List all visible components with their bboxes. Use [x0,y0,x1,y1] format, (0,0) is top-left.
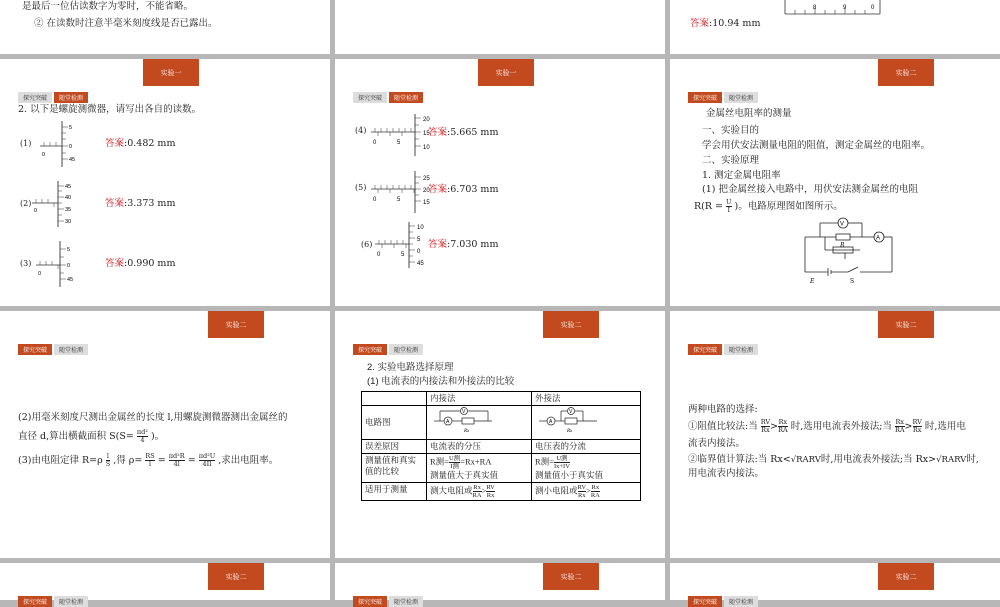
voltmeter-symbol: V [840,221,845,228]
row-label: 适用于测量 [362,483,427,501]
denominator: 4 [140,436,145,444]
table-cell [532,483,641,501]
answer [428,126,498,140]
nav-tabs [18,344,90,355]
thimble-tick: 30 [65,219,72,225]
denominator: RA [472,492,482,499]
formula-fraction [137,429,148,444]
slide-12 [670,563,1000,606]
heading: 一、实验目的 [702,125,760,136]
answer-label: 答案 [428,184,448,195]
formula-line [18,429,164,444]
main-tick: 0 [377,252,381,258]
heading: 二、实验原理 [702,155,760,166]
formula-line [688,419,966,434]
thimble-tick: 5 [67,247,71,253]
table-cell [427,454,532,483]
section-tab: 实验二 [878,59,934,86]
slide-1 [0,0,330,54]
usage-text: 测小电阻或 [535,485,578,496]
section-tab: 实验一 [478,59,534,86]
formula-text: 时,用电流表外接法;当 Rx> [820,454,937,465]
usage-text: 测大电阻或 [430,485,473,496]
formula-text: (3)由电阻定律 R=ρ [18,455,103,466]
table-header: 内接法 [427,392,532,406]
answer [428,238,498,252]
formula-fraction [761,419,770,434]
answer-value: :5.665 mm [447,127,499,138]
answer-label: 答案 [105,258,125,269]
denominator: RA [590,492,600,499]
outer-circuit-diagram [535,407,605,435]
answer [105,197,175,211]
formula-fraction [145,453,154,468]
subheading: (1) 电流表的内接法和外接法的比较 [367,376,515,387]
formula-fraction [199,453,216,468]
slide-9 [670,311,1000,558]
thimble-tick: 5 [69,125,73,131]
denominator: S [105,460,111,468]
nav-tabs [18,92,90,103]
ammeter-symbol: A [446,419,450,425]
formula-text: 时, [966,454,979,465]
answer-value: :7.030 mm [447,239,499,250]
numerator: RS [145,452,155,460]
nav-tabs [18,596,90,607]
denominator: Rx [486,492,495,499]
answer-label: 答案 [690,18,710,29]
resistor-label: Rx [567,429,573,434]
nav-tab-quiz[interactable]: 随堂检测 [54,596,88,607]
denominator: RA [894,426,905,434]
thimble-tick: 0 [67,263,71,269]
item-label: (6) [361,240,373,249]
formula-fraction [473,484,482,499]
denominator: 4l [173,460,180,468]
denominator: I测 [450,463,459,470]
formula-lhs: R(R = [694,201,723,212]
voltmeter-symbol: V [569,409,573,415]
numerator: Rx [895,418,905,426]
numerator: Rx [473,484,481,491]
main-tick: 0 [373,197,377,203]
numerator: RV [577,484,587,491]
thimble-tick: 40 [65,195,72,201]
table-cell [532,454,641,483]
thimble-tick: 15 [423,131,430,137]
formula-text: R测= [430,456,449,467]
formula-fraction [449,455,460,470]
table-corner [362,392,427,406]
item-label: (1) [20,139,32,148]
numerator: U测 [554,455,570,463]
main-tick: 0 [373,140,377,146]
main-tick: 5 [397,140,401,146]
denominator: I [727,206,731,214]
nav-tab-quiz[interactable]: 随堂检测 [54,344,88,355]
scale-tick: 0 [871,5,875,11]
circuit-outer [532,406,641,440]
thimble-tick: 20 [423,117,430,123]
gt-sign: > [904,421,913,432]
answer-value: :10.94 mm [709,18,761,29]
thimble-tick: 20 [423,188,430,194]
formula-fraction [778,419,788,434]
answer-label: 答案 [428,239,448,250]
slide-7 [0,311,330,558]
slide-4 [0,59,330,306]
formula-fraction [913,419,922,434]
nav-tab-quiz[interactable]: 随堂检测 [724,344,758,355]
paragraph: (2)用毫米刻度尺测出金属丝的长度 l,用螺旋测微器测出金属丝的 [18,412,288,423]
paragraph: (1) 把金属丝接入电路中，用伏安法测金属丝的电阻 [702,184,918,195]
sqrt-expression: √RARV [936,455,967,465]
section-tab: 实验二 [543,311,599,338]
nav-tab-explore[interactable]: 探究突破 [18,92,52,103]
nav-tab-explore[interactable]: 探究突破 [688,92,722,103]
heading: 1. 测定金属电阻率 [702,170,781,181]
formula-fraction [895,419,905,434]
thimble-tick: 45 [417,261,424,267]
slide-11 [335,563,665,606]
slide-3 [670,0,1000,54]
formula-text: = [187,455,196,466]
sqrt-expression: √RARV [790,455,821,465]
resistor-label: Rx [464,429,470,434]
main-tick: 0 [34,208,38,214]
row-label: 电路图 [362,406,427,440]
numerator: πd²U [198,452,216,460]
nav-tab-quiz[interactable]: 随堂检测 [724,596,758,607]
thimble-tick: 0 [69,144,73,150]
formula-line [18,453,278,468]
answer-value: :6.703 mm [447,184,499,195]
comparison-table [361,391,641,501]
nav-tabs [353,92,425,103]
row-label: 测量值和真实值的比较 [362,454,427,483]
nav-tab-quiz[interactable]: 随堂检测 [389,344,423,355]
numerator: RV [760,418,771,426]
formula-text: ①阻值比较法:当 [688,421,758,432]
gt-sign: > [770,421,779,432]
thimble-tick: 45 [67,277,74,283]
nav-tab-explore[interactable]: 探究突破 [353,92,387,103]
thimble-tick: 45 [65,184,72,190]
table-cell: 电压表的分流 [532,440,641,454]
answer-value: :0.482 mm [124,138,176,149]
inner-circuit-diagram [430,407,500,435]
section-title: 金属丝电阻率的测量 [706,108,792,119]
thimble-tick: 0 [417,249,421,255]
nav-tab-explore[interactable]: 探究突破 [353,596,387,607]
circuit-inner [427,406,532,440]
question: 2. 以下是螺旋测微器，请写出各自的读数。 [18,104,202,115]
item-label: (2) [20,199,32,208]
formula-text: ,得 ρ= [113,455,143,466]
numerator: RV [486,484,495,491]
numerator: Rx [778,418,788,426]
nav-tab-quiz[interactable]: 随堂检测 [724,92,758,103]
nav-tabs [688,596,760,607]
nav-tabs [688,92,760,103]
comparison-text: 测量值大于真实值 [430,470,499,480]
answer [105,257,175,271]
slide-8 [335,311,665,558]
table-header: 外接法 [532,392,641,406]
nav-tabs [688,344,760,355]
section-tab: 实验二 [543,563,599,590]
thimble-tick: 10 [423,145,430,151]
numerator: l [106,452,109,460]
vernier-scale [785,0,895,20]
denominator: 4Il [202,460,212,468]
item-label: (4) [355,126,367,135]
row-label: 误差原因 [362,440,427,454]
formula-line [688,453,979,467]
formula-text: R测= [535,456,554,467]
formula-fraction [169,453,185,468]
section-tab: 实验一 [143,59,199,86]
nav-tab-quiz[interactable]: 随堂检测 [54,92,88,103]
answer-label: 答案 [428,127,448,138]
numerator: πd²R [168,452,185,460]
formula-fraction [578,484,587,499]
section-tab: 实验二 [208,563,264,590]
thimble-tick: 15 [423,200,430,206]
formula-text: =Rx+RA [460,456,492,467]
item-label: (5) [355,183,367,192]
denominator: Rx [761,426,770,434]
scale-tick: 9 [843,5,847,11]
nav-tabs [353,596,425,607]
answer-value: :3.373 mm [124,198,176,209]
answer [690,17,760,31]
section-tab: 实验二 [878,563,934,590]
thimble-tick: 25 [423,176,430,182]
answer-label: 答案 [105,198,125,209]
thimble-tick: 45 [69,157,76,163]
numerator: RV [912,418,922,426]
nav-tab-explore[interactable]: 探究突破 [18,596,52,607]
gt-sign: > [481,485,487,496]
nav-tab-explore[interactable]: 探究突破 [18,344,52,355]
formula-text: 直径 d,算出横截面积 S(S= [18,431,134,442]
ammeter-symbol: A [549,419,553,425]
numerator: Rx [591,484,600,491]
gt-sign: > [586,485,591,496]
switch-label: S [850,278,855,285]
main-tick: 5 [401,252,405,258]
heading: 2. 实验电路选择原理 [367,362,454,373]
denominator: Ix+IV [553,463,570,470]
formula-text: ②临界值计算法:当 Rx< [688,454,791,465]
denominator: l [148,460,152,468]
formula-tail: )。 [150,431,165,442]
circuit-diagram [800,217,900,287]
voltmeter-symbol: V [462,409,466,415]
formula-fraction [486,484,495,499]
main-tick: 0 [38,271,42,277]
thimble-tick: 10 [417,225,424,231]
nav-tab-explore[interactable]: 探究突破 [353,344,387,355]
nav-tab-explore[interactable]: 探究突破 [688,596,722,607]
formula-line [694,199,843,214]
thimble-tick: 35 [65,207,72,213]
table-cell: 电流表的分压 [427,440,532,454]
formula-fraction [726,199,731,214]
nav-tabs [353,344,425,355]
answer [428,183,498,197]
nav-tab-explore[interactable]: 探究突破 [688,344,722,355]
paragraph: 用电流表内接法。 [688,468,765,479]
answer-value: :0.990 mm [124,258,176,269]
main-tick: 0 [42,152,46,158]
numerator: U测 [448,455,461,462]
text-line: 是最后一位估读数字为零时，不能省略。 [22,1,194,12]
slide-5 [335,59,665,306]
section-tab: 实验二 [878,311,934,338]
scale-tick: 8 [813,5,817,11]
slide-2 [335,0,665,54]
nav-tab-quiz[interactable]: 随堂检测 [389,92,423,103]
main-tick: 5 [397,197,401,203]
formula-text: = [157,455,166,466]
formula-tail: )。电路原理图如图所示。 [734,201,843,212]
item-label: (3) [20,259,32,268]
answer [105,137,175,151]
ammeter-symbol: A [876,235,881,242]
paragraph: 流表内接法。 [688,438,746,449]
formula-fraction [591,484,600,499]
resistor-label: R [840,242,845,249]
formula-fraction [554,455,570,470]
denominator: Rx [912,426,922,434]
text-line: ② 在读数时注意半毫米刻度线是否已露出。 [34,18,218,29]
formula-text: 时,选用电流表外接法;当 [790,421,892,432]
comparison-text: 测量值小于真实值 [535,470,604,480]
thimble-tick: 5 [417,237,421,243]
table-cell [427,483,532,501]
numerator: U [726,198,732,206]
battery-label: E [810,278,815,285]
section-tab: 实验二 [208,311,264,338]
slide-6 [670,59,1000,306]
denominator: RA [778,426,788,434]
formula-text: 时,选用电 [924,421,966,432]
nav-tab-quiz[interactable]: 随堂检测 [389,596,423,607]
denominator: Rx [577,492,586,499]
paragraph: 两种电路的选择: [688,404,758,415]
slide-10 [0,563,330,606]
formula-fraction [106,453,110,468]
formula-tail: ,求出电阻率。 [218,455,279,466]
numerator: πd² [136,428,148,436]
answer-label: 答案 [105,138,125,149]
paragraph: 学会用伏安法测量电阻的阻值，测定金属丝的电阻率。 [702,140,931,151]
